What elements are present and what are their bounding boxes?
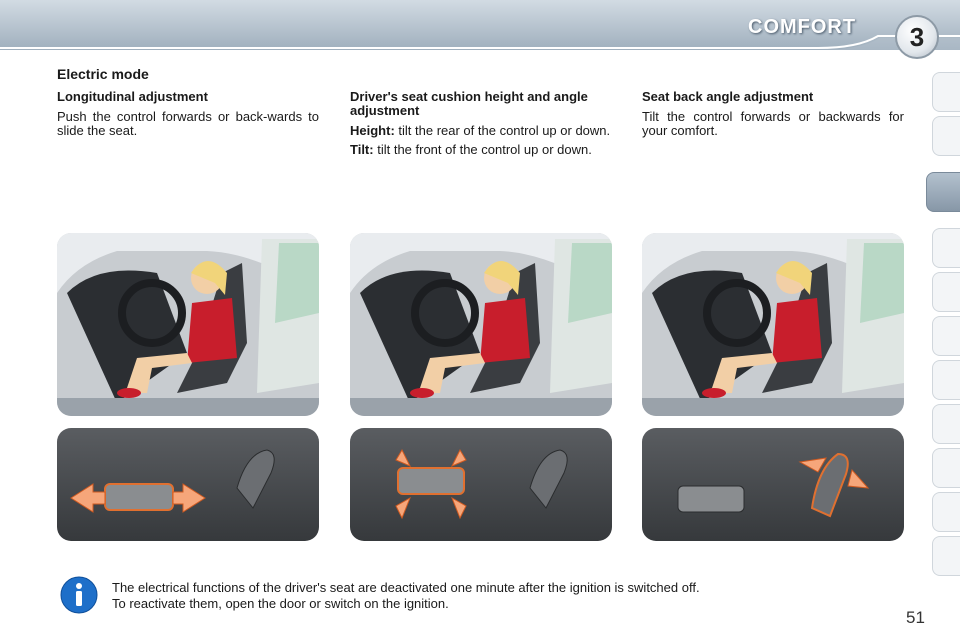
chapter-tab[interactable]	[932, 116, 960, 156]
tilt-paragraph	[350, 143, 612, 157]
longitudinal-control-closeup	[57, 428, 319, 541]
chapter-tab[interactable]	[932, 316, 960, 356]
tilt-label: Tilt:	[350, 142, 374, 157]
height-paragraph	[350, 124, 612, 138]
chapter-tab[interactable]	[932, 72, 960, 112]
column-longitudinal	[57, 90, 319, 138]
seat-back-control-closeup	[642, 428, 904, 541]
chapter-tab[interactable]	[932, 448, 960, 488]
column-heading: Driver's seat cushion height and angle adjustment	[350, 89, 588, 118]
note-line: To reactivate them, open the door or switch on the ignition.	[112, 596, 449, 611]
column-seat-back	[642, 90, 904, 138]
info-note	[112, 580, 700, 612]
height-text: tilt the rear of the control up or down.	[398, 123, 611, 138]
chapter-tab[interactable]	[932, 360, 960, 400]
column-heading: Seat back angle adjustment	[642, 89, 814, 104]
chapter-tab-active[interactable]	[926, 172, 960, 212]
chapter-tab[interactable]	[932, 404, 960, 444]
chapter-tab[interactable]	[932, 228, 960, 268]
chapter-tab[interactable]	[932, 272, 960, 312]
chapter-tabs	[926, 68, 960, 576]
column-text: Tilt the control forwards or backwards for your comfort.	[642, 109, 904, 138]
chapter-badge-icon: 3	[895, 15, 939, 59]
column-height-angle	[350, 90, 612, 157]
height-angle-control-closeup	[350, 428, 612, 541]
info-icon	[60, 576, 98, 614]
tilt-text: tilt the front of the control up or down.	[377, 142, 592, 157]
column-heading: Longitudinal adjustment	[57, 89, 208, 104]
driver-seat-illustration	[57, 233, 319, 416]
column-text: Push the control forwards or back-wards to slide the seat.	[57, 109, 319, 138]
driver-seat-illustration	[642, 233, 904, 416]
page-number: 51	[906, 608, 925, 627]
chapter-title: COMFORT	[748, 16, 857, 38]
section-title: Electric mode	[57, 66, 149, 82]
chapter-tab[interactable]	[932, 492, 960, 532]
note-line: The electrical functions of the driver's seat are deactivated one minute after the ignition is switched off.	[112, 580, 700, 595]
chapter-tab[interactable]	[932, 536, 960, 576]
driver-seat-illustration	[350, 233, 612, 416]
height-label: Height:	[350, 123, 395, 138]
